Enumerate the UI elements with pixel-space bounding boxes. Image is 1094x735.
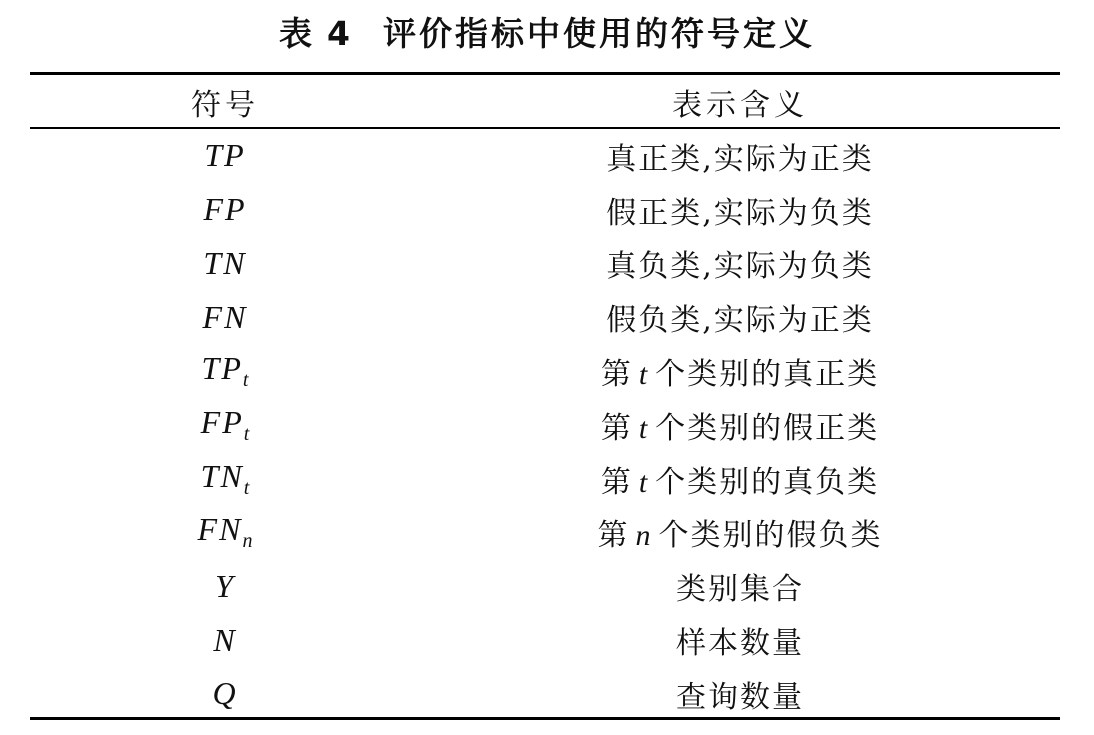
symbol-cell: [30, 404, 420, 446]
symbol-text: FP: [200, 403, 244, 440]
symbol-cell: [30, 137, 420, 174]
table-row: [30, 667, 1060, 721]
symbol-cell: [30, 511, 420, 553]
caption-number: 4: [327, 14, 353, 53]
meaning-cell: [420, 403, 1060, 447]
symbol-text: TN: [200, 457, 244, 494]
top-rule: [30, 72, 1060, 75]
symbol-cell: [30, 245, 420, 282]
table-row: [30, 129, 1060, 183]
symbol-subscript: t: [242, 369, 249, 392]
meaning-cell: [420, 618, 1060, 662]
meaning-text: 第: [600, 410, 633, 446]
symbol-text: Y: [215, 567, 235, 604]
meaning-cell: [420, 564, 1060, 608]
meaning-text: 第: [597, 518, 630, 554]
table-caption: [0, 12, 1094, 56]
table-row: [30, 237, 1060, 291]
table-row: [30, 559, 1060, 613]
symbol-text: N: [213, 621, 237, 658]
meaning-cell: [420, 672, 1060, 716]
symbol-text: TN: [203, 244, 247, 281]
meaning-cell: [420, 349, 1060, 393]
symbol-cell: [30, 299, 420, 336]
table-row: [30, 452, 1060, 506]
header-row: [30, 76, 1060, 127]
symbol-text: TP: [204, 137, 246, 174]
meaning-cell: [420, 188, 1060, 232]
meaning-text-rest: 个类别的真负类: [655, 464, 880, 500]
symbol-text: FN: [197, 511, 243, 548]
meaning-variable: t: [638, 358, 650, 392]
symbol-cell: [30, 568, 420, 605]
meaning-variable: t: [638, 465, 650, 499]
meaning-cell: [420, 510, 1060, 554]
bottom-rule: [30, 717, 1060, 720]
symbol-cell: [30, 350, 420, 392]
symbol-cell: [30, 675, 420, 712]
symbol-cell: [30, 622, 420, 659]
table-row: [30, 183, 1060, 237]
symbol-subscript: t: [243, 422, 250, 445]
meaning-text: 第: [600, 464, 633, 500]
meaning-text: 真负类,实际为负类: [606, 249, 874, 285]
caption-label: 表: [279, 14, 316, 53]
table-row: [30, 506, 1060, 560]
table-row: [30, 398, 1060, 452]
symbol-subscript: t: [243, 476, 250, 499]
meaning-text: 第: [600, 357, 633, 393]
meaning-cell: [420, 457, 1060, 501]
table-row: [30, 613, 1060, 667]
meaning-text: 假正类,实际为负类: [606, 195, 874, 231]
meaning-cell: [420, 134, 1060, 178]
meaning-variable: t: [638, 411, 650, 445]
meaning-variable: n: [635, 519, 653, 553]
header-meaning: 表示含义: [672, 87, 808, 123]
meaning-text-rest: 个类别的真正类: [655, 357, 880, 393]
meaning-text: 样本数量: [676, 626, 804, 662]
symbol-cell: [30, 458, 420, 500]
meaning-text: 真正类,实际为正类: [606, 141, 874, 177]
table-header: [30, 76, 1060, 127]
meaning-text-rest: 个类别的假正类: [655, 410, 880, 446]
caption-text: 评价指标中使用的符号定义: [382, 14, 815, 53]
meaning-text-rest: 个类别的假负类: [658, 518, 883, 554]
meaning-cell: [420, 241, 1060, 285]
symbol-cell: [30, 191, 420, 228]
symbol-text: Q: [212, 675, 238, 712]
meaning-text: 类别集合: [676, 572, 804, 608]
symbol-subscript: n: [242, 530, 253, 553]
table-row: [30, 290, 1060, 344]
meaning-text: 假负类,实际为正类: [606, 303, 874, 339]
header-symbol: 符号: [191, 87, 259, 123]
meaning-text: 查询数量: [676, 679, 804, 715]
symbol-text: FN: [202, 298, 248, 335]
table-body: [30, 129, 1060, 721]
meaning-cell: [420, 295, 1060, 339]
symbol-text: TP: [201, 350, 243, 387]
symbol-text: FP: [203, 191, 247, 228]
table-row: [30, 344, 1060, 398]
